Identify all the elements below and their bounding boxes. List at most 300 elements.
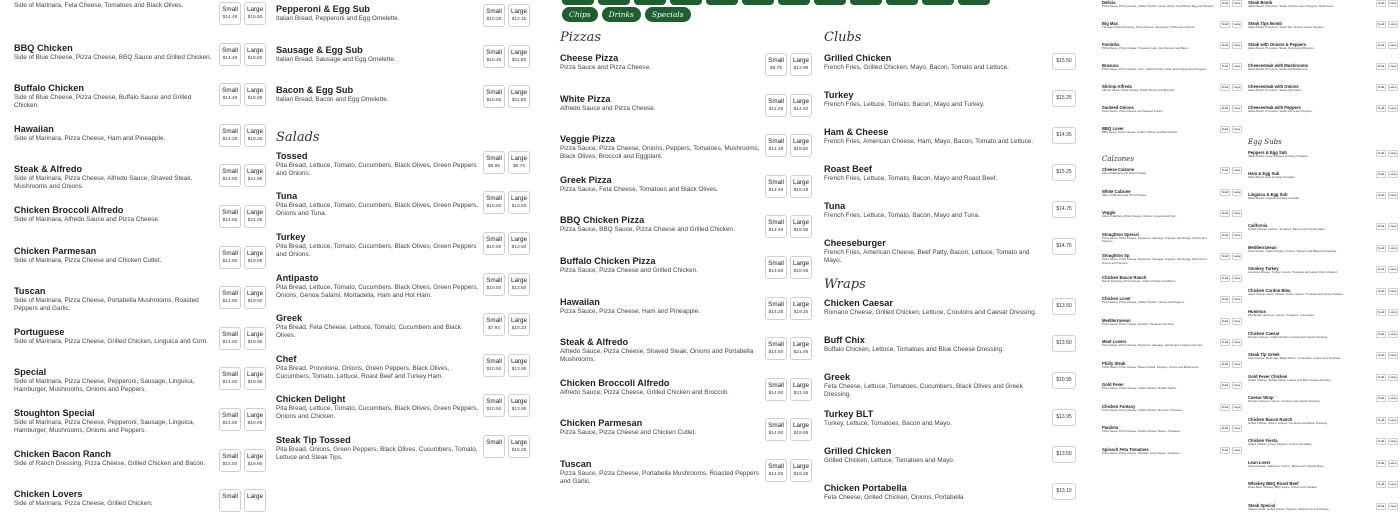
large-price-button[interactable] [1232,0,1242,7]
price-button[interactable]: $13.50 [1052,335,1076,352]
price-buttons [765,134,812,157]
small-price-button[interactable] [1376,192,1386,199]
small-price-button[interactable] [1376,105,1386,112]
small-price-button[interactable] [1376,171,1386,178]
menu-item [1248,21,1398,42]
large-price-button[interactable] [1232,447,1242,454]
large-price-button[interactable] [244,286,266,309]
large-price-button[interactable] [508,435,530,458]
size-label: Small [486,195,502,203]
menu-item-description: Italian Bread, Pepperoni and Egg Omelette. [276,15,400,22]
small-price-button[interactable] [1220,126,1230,133]
menu-item-name: California [1248,223,1268,228]
menu-item-name: Cheese Pizza [560,53,619,63]
large-price-button[interactable] [244,43,266,66]
large-price-button[interactable] [1388,266,1398,273]
size-label: Small [1221,276,1229,280]
size-label: Small [486,154,502,162]
size-label: Small [1221,23,1229,26]
large-price-button[interactable] [790,337,812,360]
small-price-button[interactable] [1220,275,1230,282]
small-price-button[interactable] [219,2,241,25]
price-button[interactable]: $14.95 [1052,127,1076,144]
menu-item-description: Grilled Chicken, Bacon, Lettuce, Tomatoes and Ranch Dressing. [1248,420,1328,425]
menu-item [276,232,530,273]
small-price-button[interactable] [765,175,787,198]
menu-item-text [1102,189,1220,198]
small-price-button[interactable] [483,394,505,417]
menu-item-text [1248,331,1376,340]
category-tab[interactable] [886,0,918,5]
large-price-button[interactable] [1388,21,1398,28]
menu-item-name: Steak Tips Bomb [1248,21,1282,26]
large-price-button[interactable] [508,313,530,336]
large-price-button[interactable] [508,232,530,255]
menu-item-description: French Fries, American Cheese, Beef Patty, Bacon, Lettuce, Tomato and Mayo. [824,249,1030,264]
large-price-button[interactable] [508,151,530,174]
menu-item-name: Buffalo Chicken Pizza [560,255,656,266]
large-price-button[interactable] [1232,105,1242,112]
price-buttons [1376,288,1398,295]
small-price-button[interactable] [765,94,787,117]
menu-item-name: Gold Fever Chicken [1248,373,1288,379]
large-price-button[interactable] [1388,331,1398,338]
large-price-button[interactable] [244,124,266,147]
small-price-button[interactable] [1376,84,1386,91]
price-buttons [1220,0,1242,7]
large-price-button[interactable] [1388,105,1398,112]
size-label: Small [1221,384,1229,387]
category-tab[interactable] [598,0,630,5]
large-price-button[interactable] [1388,503,1398,510]
price-buttons [483,394,530,417]
small-price-button[interactable] [219,449,241,472]
menu-item [824,409,1076,446]
menu-item [1102,84,1242,105]
small-price-button[interactable] [1376,352,1386,359]
large-price-button[interactable] [1388,395,1398,402]
price-button[interactable]: $10.95 [1052,372,1076,389]
menu-item [1102,167,1242,189]
category-tab[interactable] [670,0,702,5]
menu-item-description: Pizza Sauce, Pizza Cheese, Spinach, Feta Cheese, Tomatoes. [1102,450,1180,455]
price-buttons [1376,171,1398,178]
price-label: $19.95 [793,268,809,274]
menu-item-description: Pita Bread, Lettuce, Tomato, Cucumbers, Black Olives, Green Peppers and Onions. [276,242,477,258]
price-button[interactable]: $15.25 [1052,164,1076,181]
menu-item [276,191,530,232]
small-price-button[interactable] [1220,105,1230,112]
price-buttons [1376,352,1398,359]
size-label: Small [1377,440,1385,443]
small-price-button[interactable] [1376,42,1386,49]
menu-item-name: Steak Bomb [1248,0,1273,5]
menu-item-name: Hummus [1248,309,1266,314]
large-price-button[interactable] [508,85,530,108]
small-price-button[interactable] [1220,296,1230,303]
category-tab[interactable] [922,0,954,5]
price-label: $12.15 [511,17,527,22]
price-buttons [1220,318,1242,325]
large-price-button[interactable] [1388,42,1398,49]
large-price-button[interactable] [790,418,812,441]
price-button[interactable]: $13.10 [1052,483,1076,500]
small-price-button[interactable] [765,297,787,320]
large-price-button[interactable] [790,256,812,279]
menu-item [14,327,266,368]
menu-item [276,85,530,126]
large-price-button[interactable] [790,94,812,117]
price-button[interactable]: $15.25 [1052,90,1076,107]
menu-item [824,483,1076,520]
large-price-button[interactable] [1388,417,1398,424]
menu-item-description: Roast Beef, Whiskey BBQ Sauce, Onions and Cheddar. [1248,485,1318,489]
large-price-button[interactable] [244,2,266,25]
small-price-button[interactable] [1376,0,1386,7]
large-price-button[interactable] [1388,192,1398,199]
large-price-button[interactable] [1232,126,1242,133]
small-price-button[interactable] [1376,21,1386,28]
small-price-button[interactable] [219,83,241,106]
category-tab[interactable] [814,0,846,5]
large-price-button[interactable] [244,489,266,512]
menu-item [1248,192,1398,213]
small-price-button[interactable] [765,459,787,482]
small-price-button[interactable] [1376,374,1386,381]
large-price-button[interactable] [790,134,812,157]
small-price-button[interactable] [1220,210,1230,217]
large-price-button[interactable] [244,367,266,390]
small-price-button[interactable] [219,205,241,228]
menu-item-name: Turkey [824,90,854,100]
small-price-button[interactable] [219,164,241,187]
small-price-button[interactable] [219,246,241,269]
small-price-button[interactable] [1220,0,1230,7]
small-price-button[interactable] [219,489,241,512]
small-price-button[interactable] [1220,425,1230,432]
menu-item-description: Side of Ranch Dressing, Pizza Cheese, Grilled Chicken and Bacon. [14,459,206,467]
menu-item [824,238,1076,275]
large-price-button[interactable] [1388,309,1398,316]
small-price-button[interactable] [765,337,787,360]
large-price-button[interactable] [790,215,812,238]
menu-item-description: French Fries, Lettuce, Tomato, Bacon, Mayo and Turkey. [824,101,985,108]
price-button[interactable]: $14.75 [1052,201,1076,218]
price-buttons [483,273,530,296]
small-price-button[interactable] [219,408,241,431]
large-price-button[interactable] [790,53,812,76]
small-price-button[interactable] [483,435,505,458]
small-price-button[interactable] [1376,245,1386,252]
menu-item-text [14,246,219,265]
large-price-button[interactable] [790,378,812,401]
large-price-button[interactable] [1232,361,1242,368]
menu-item-text [1102,275,1220,284]
large-price-button[interactable] [1388,245,1398,252]
small-price-button[interactable] [219,367,241,390]
size-label: Small [1377,483,1385,486]
small-price-button[interactable] [1376,63,1386,70]
menu-item-description: Italian Bread, Bacon and Egg Omelette. [276,96,389,104]
small-price-button[interactable] [219,124,241,147]
small-price-button[interactable] [1220,189,1230,196]
large-price-button[interactable] [1388,150,1398,157]
large-price-button[interactable] [1388,63,1398,70]
size-label: Large [1233,255,1241,258]
large-price-button[interactable] [1232,42,1242,49]
small-price-button[interactable] [483,151,505,174]
menu-item-text [560,215,765,234]
small-price-button[interactable] [1376,395,1386,402]
small-price-button[interactable] [1376,150,1386,157]
price-buttons [219,408,266,431]
small-price-button[interactable] [483,4,505,27]
large-price-button[interactable] [508,191,530,214]
small-price-button[interactable] [1376,331,1386,338]
price-button[interactable]: $13.50 [1052,298,1076,315]
small-price-button[interactable] [1220,232,1230,239]
menu-item-name: Bacon & Egg Sub [276,85,354,96]
menu-item-name: Cheese Calzone [1102,167,1135,172]
menu-item-description: Pizza Sauce, Pizza Cheese, Portabella Mushrooms, Roasted Peppers and Garlic. [560,469,759,485]
menu-item-text [824,53,1052,72]
large-price-button[interactable] [1232,382,1242,389]
size-label: Small [1221,233,1229,237]
large-price-button[interactable] [1388,460,1398,467]
menu-item [14,286,266,327]
small-price-button[interactable] [483,354,505,377]
small-price-button[interactable] [1220,42,1230,49]
large-price-button[interactable] [790,175,812,198]
small-price-button[interactable] [1376,223,1386,230]
menu-item [1102,404,1242,426]
small-price-button[interactable] [1220,253,1230,260]
size-label: Large [1389,440,1397,443]
menu-item-text [824,90,1052,109]
large-price-button[interactable] [1388,374,1398,381]
menu-item-name: Veggie Pizza [560,134,616,145]
price-label: $14.49 [768,147,784,153]
large-price-button[interactable] [1232,318,1242,325]
small-price-button[interactable] [483,45,505,68]
size-label: Small [1377,268,1385,271]
menu-item [1248,171,1398,192]
menu-item-text [1248,288,1376,297]
price-button[interactable]: $13.95 [1052,409,1076,426]
small-price-button[interactable] [1376,503,1386,510]
menu-item [14,367,266,408]
small-price-button[interactable] [483,85,505,108]
size-label: Large [1233,128,1241,131]
large-price-button[interactable] [790,459,812,482]
small-price-button[interactable] [219,286,241,309]
menu-item-name: Sausage & Egg Sub [276,44,363,55]
large-price-button[interactable] [1232,21,1242,28]
small-price-button[interactable] [219,43,241,66]
large-price-button[interactable] [508,354,530,377]
large-price-button[interactable] [1232,404,1242,411]
price-label: $19.50 [793,147,809,153]
small-price-button[interactable] [483,313,505,336]
small-price-button[interactable] [219,327,241,350]
small-price-button[interactable] [765,378,787,401]
small-price-button[interactable] [765,53,787,76]
menu-item-text [560,378,765,397]
large-price-button[interactable] [1388,0,1398,7]
menu-item-text [276,85,483,104]
large-price-button[interactable] [508,4,530,27]
large-price-button[interactable] [1388,352,1398,359]
large-price-button[interactable] [1388,481,1398,488]
small-price-button[interactable] [765,256,787,279]
price-buttons [483,151,530,174]
small-price-button[interactable] [1220,318,1230,325]
menu-item-text [1248,352,1376,361]
large-price-button[interactable] [508,273,530,296]
large-price-button[interactable] [244,327,266,350]
small-price-button[interactable] [483,232,505,255]
pizzas-column [560,30,812,500]
large-price-button[interactable] [1232,339,1242,346]
menu-item-text [276,4,483,23]
small-price-button[interactable] [1376,460,1386,467]
small-price-button[interactable] [483,273,505,296]
menu-item-description: Pita Bread, Onions, Green Peppers, Black Olives, Cucumbers, Tomato, Lettuce and Steak Tips. [276,445,478,461]
small-price-button[interactable] [1376,309,1386,316]
menu-item-name: Whiskey BBQ Roast Beef [1248,481,1299,486]
small-price-button[interactable] [1220,84,1230,91]
menu-item-name: Chicken Delight [276,394,346,405]
small-price-button[interactable] [1220,21,1230,28]
chip-specials[interactable]: Specials [645,7,691,22]
small-price-button[interactable] [1220,167,1230,174]
small-price-button[interactable] [1376,288,1386,295]
price-label: $13.50 [511,244,527,250]
price-button[interactable]: $14.75 [1052,238,1076,255]
menu-item [824,372,1076,409]
price-buttons [1220,275,1242,282]
menu-item-description: Side of Marinara, Pizza Cheese, Grilled Chicken, [14,500,153,508]
small-price-button[interactable] [1220,361,1230,368]
price-buttons [1376,503,1398,510]
menu-item-description: Pizza Sauce, Pizza Cheese, Grilled Chicken, Green Olives, Hard Boiled Egg and Peppers. [1102,4,1215,8]
small-price-button[interactable] [1220,382,1230,389]
size-label: Small [768,219,784,227]
price-buttons [219,43,266,66]
large-price-button[interactable] [244,205,266,228]
menu-item-text [1102,0,1220,9]
price-label: $19.95 [793,228,809,234]
large-price-button[interactable] [1232,275,1242,282]
large-price-button[interactable] [1388,223,1398,230]
menu-item-text [1102,232,1220,244]
large-price-button[interactable] [1232,167,1242,174]
small-price-button[interactable] [1376,438,1386,445]
large-price-button[interactable] [1388,438,1398,445]
category-tab[interactable] [634,0,666,5]
large-price-button[interactable] [1232,189,1242,196]
small-price-button[interactable] [1220,339,1230,346]
menu-item-text [824,335,1052,354]
large-price-button[interactable] [1232,253,1242,260]
price-buttons [765,215,812,238]
category-tab[interactable] [778,0,810,5]
price-label: $10.50 [486,407,502,413]
price-label: $10.23 [511,326,527,332]
small-price-button[interactable] [765,134,787,157]
large-price-button[interactable] [790,297,812,320]
large-price-button[interactable] [244,83,266,106]
size-label: Small [486,398,502,406]
small-price-button[interactable] [765,215,787,238]
small-price-button[interactable] [1220,404,1230,411]
size-label: Small [1221,362,1229,366]
category-tab[interactable] [562,0,594,5]
menu-item [14,449,266,490]
price-buttons [1376,0,1398,7]
menu-item-name: Spinach Feta Tomatoes [1102,446,1149,452]
size-label: Large [792,138,810,146]
large-price-button[interactable] [1388,171,1398,178]
small-price-button[interactable] [1220,63,1230,70]
menu-item-description: Pizza Sauce, Pizza Cheese, Corn, Grilled Chicken, Ham and Chopped Hot Peppers. [1102,67,1207,71]
menu-item-text [276,191,483,218]
menu-item [1248,352,1398,374]
small-price-button[interactable] [765,418,787,441]
large-price-button[interactable] [244,408,266,431]
chip-chips[interactable]: Chips [562,7,598,22]
large-price-button[interactable] [244,164,266,187]
large-price-button[interactable] [508,394,530,417]
size-label: Small [1221,190,1229,194]
large-price-button[interactable] [1232,232,1242,239]
large-price-button[interactable] [1232,296,1242,303]
chip-drinks[interactable]: Drinks [602,7,641,22]
large-price-button[interactable] [1232,63,1242,70]
category-tab[interactable] [958,0,990,5]
menu-item [14,246,266,287]
category-tab[interactable] [742,0,774,5]
menu-item [276,394,530,435]
price-button[interactable]: $15.50 [1052,53,1076,70]
size-label: Large [1389,107,1397,110]
menu-item [1248,150,1398,171]
large-price-button[interactable] [1232,210,1242,217]
large-price-button[interactable] [1388,288,1398,295]
small-price-button[interactable] [1220,447,1230,454]
category-tab[interactable] [706,0,738,5]
large-price-button[interactable] [244,246,266,269]
small-price-button[interactable] [1376,266,1386,273]
size-label: Large [1389,86,1397,89]
price-button[interactable]: $13.50 [1052,446,1076,463]
small-price-button[interactable] [1376,481,1386,488]
small-price-button[interactable] [483,191,505,214]
large-price-button[interactable] [1232,84,1242,91]
large-price-button[interactable] [1388,84,1398,91]
large-price-button[interactable] [244,449,266,472]
size-label: Large [1389,483,1397,486]
category-tab[interactable] [850,0,882,5]
large-price-button[interactable] [508,45,530,68]
menu-item-name: Chicken Broccoli Alfredo [560,377,670,388]
small-price-button[interactable] [1376,417,1386,424]
price-label: $9.75 [769,66,782,71]
menu-item-description: Pizza Sauce, Feta Cheese, Tomatoes and Black Olives. [560,185,718,193]
size-label: Small [1221,86,1229,89]
large-price-button[interactable] [1232,425,1242,432]
menu-item-text [1102,21,1220,30]
